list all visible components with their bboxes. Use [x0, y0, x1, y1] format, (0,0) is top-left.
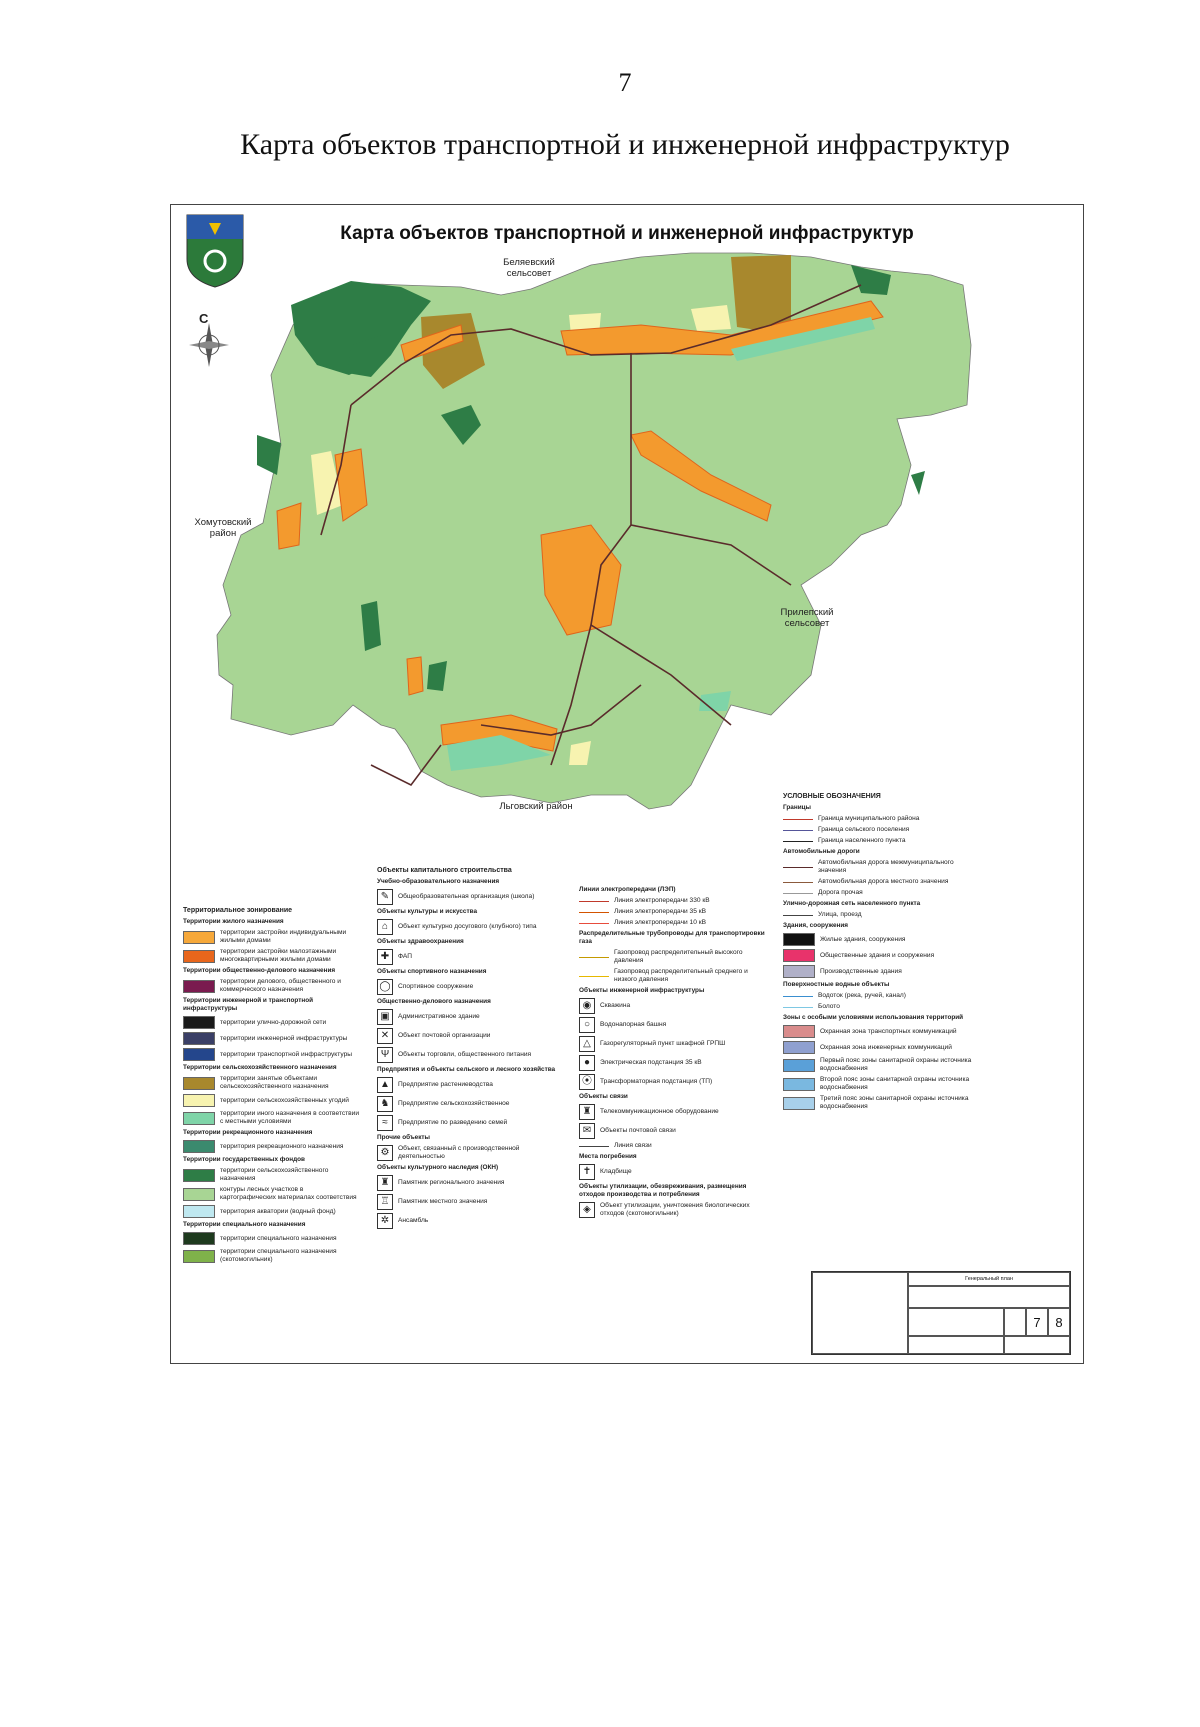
- stamp-stage: [1004, 1308, 1026, 1336]
- legend-swatch: [783, 1078, 815, 1091]
- legend-swatch: [783, 1059, 815, 1072]
- legend-row: [377, 889, 563, 905]
- legend-label: территории занятые объектами сельскохозяйственного назначения: [220, 1075, 329, 1090]
- legend-group-title: Объекты спортивного назначения: [377, 968, 487, 975]
- legend-label: Первый пояс зоны санитарной охраны источника водоснабжения: [820, 1057, 972, 1072]
- substation-icon: ●: [579, 1055, 595, 1071]
- legend-row: [579, 1202, 769, 1218]
- legend-label: Спортивное сооружение: [398, 983, 474, 990]
- legend-group-title: Места погребения: [579, 1153, 637, 1160]
- legend-zoning-header: Территориальное зонирование: [183, 907, 293, 914]
- monument-icon: ♜: [377, 1175, 393, 1191]
- legend-group-title: Автомобильные дороги: [783, 848, 860, 855]
- legend-row: [377, 949, 563, 965]
- legend-line: [579, 957, 609, 958]
- page-number: 7: [618, 68, 632, 97]
- label-belyaevsky: Беляевский сельсовет: [503, 257, 555, 279]
- legend-row: [377, 1028, 563, 1044]
- heritage-icon: ♖: [377, 1194, 393, 1210]
- legend-label: территории сельскохозяйственного назначения: [220, 1167, 329, 1182]
- legend-label: контуры лесных участков в картографических материалах соответствия: [220, 1186, 357, 1201]
- legend-row: [783, 826, 983, 834]
- legend-label: Объект культурно досугового (клубного) типа: [398, 923, 537, 930]
- legend-group-title: Объекты утилизации, обезвреживания, размещения отходов производства и потребления: [579, 1183, 747, 1198]
- legend-label: Общественные здания и сооружения: [820, 951, 935, 959]
- legend-group-title: Прочие объекты: [377, 1134, 430, 1141]
- legend-swatch: [183, 1188, 215, 1201]
- legend-label: территории инженерной инфраструктуры: [220, 1034, 348, 1042]
- legend-label: Автомобильная дорога межмуниципального значения: [818, 859, 954, 874]
- legend-capital: [377, 863, 563, 1229]
- legend-label: территория рекреационного назначения: [220, 1142, 344, 1150]
- legend-label: Второй пояс зоны санитарной охраны источника водоснабжения: [820, 1076, 970, 1091]
- legend-swatch: [183, 980, 215, 993]
- legend-group-title: Территории общественно-делового назначения: [183, 967, 336, 974]
- legend-label: территория акватории (водный фонд): [220, 1207, 336, 1215]
- legend-label: территории сельскохозяйственных угодий: [220, 1096, 349, 1104]
- legend-label: территории иного назначения в соответствии с местными условиями: [220, 1110, 360, 1125]
- legend-label: территории транспортной инфраструктуры: [220, 1050, 352, 1058]
- legend-label: Дорога прочая: [818, 889, 863, 896]
- legend-group-title: Территории специального назначения: [183, 1221, 306, 1228]
- legend-label: территории специального назначения (скотомогильник): [220, 1248, 337, 1263]
- stamp-sheet: 7: [1026, 1308, 1048, 1336]
- medical-icon: ✚: [377, 949, 393, 965]
- label-lgovsky: Льговский район: [499, 801, 573, 812]
- legend-row: [579, 998, 769, 1014]
- legend-group-title: Общественно-делового назначения: [377, 998, 491, 1005]
- legend-row: [579, 897, 769, 905]
- legend-row: [783, 1095, 983, 1111]
- legend-engineering: [579, 883, 769, 1218]
- north-arrow-icon: [189, 323, 229, 367]
- legend-label: Предприятие сельскохозяйственное: [398, 1100, 510, 1107]
- legend-label: территории специального назначения: [220, 1234, 337, 1242]
- legend-row: [183, 1248, 361, 1264]
- legend-row: [579, 949, 769, 965]
- legend-row: [579, 1074, 769, 1090]
- legend-label: Линия электропередачи 10 кВ: [614, 919, 706, 926]
- legend-group-title: Территории рекреационного назначения: [183, 1129, 313, 1136]
- legend-group-title: Здания, сооружения: [783, 922, 849, 929]
- legend-label: Граница сельского поселения: [818, 826, 910, 833]
- legend-row: [783, 859, 983, 875]
- legend-line: [579, 976, 609, 977]
- legend-label: Граница населенного пункта: [818, 837, 906, 844]
- label-prilepsky: Прилепский сельсовет: [780, 607, 834, 629]
- legend-swatch: [183, 1205, 215, 1218]
- legend-label: Производственные здания: [820, 967, 902, 975]
- culture-icon: ⌂: [377, 919, 393, 935]
- legend-row: [183, 948, 361, 964]
- legend-row: [183, 1094, 361, 1107]
- telecom-icon: ♜: [579, 1104, 595, 1120]
- legend-group-title: Распределительные трубопроводы для транспортировки газа: [579, 930, 765, 945]
- north-label: С: [199, 311, 209, 326]
- legend-row: [183, 1186, 361, 1202]
- legend-label: Линия электропередачи 35 кВ: [614, 908, 706, 915]
- legend-group-title: Линии электропередачи (ЛЭП): [579, 886, 676, 893]
- title-block: [811, 1271, 1071, 1355]
- water-tower-icon: ○: [579, 1017, 595, 1033]
- legend-label: Объект утилизации, уничтожения биологических отходов (скотомогильник): [600, 1202, 750, 1217]
- legend-line: [579, 912, 609, 913]
- waste-icon: ◈: [579, 1202, 595, 1218]
- legend-line: [783, 996, 813, 997]
- legend-label: Объекты торговли, общественного питания: [398, 1051, 532, 1058]
- admin-icon: ▣: [377, 1009, 393, 1025]
- legend-row: [579, 1123, 769, 1139]
- legend-group-title: Объекты культуры и искусства: [377, 908, 478, 915]
- legend-label: Третий пояс зоны санитарной охраны источника водоснабжения: [820, 1095, 969, 1110]
- legend-row: [183, 1110, 361, 1126]
- legend-row: [183, 929, 361, 945]
- legend-row: [579, 1164, 769, 1180]
- legend-row: [377, 1194, 563, 1210]
- legend-swatch: [183, 1077, 215, 1090]
- legend-line: [579, 923, 609, 924]
- legend-row: [579, 1104, 769, 1120]
- livestock-icon: ♞: [377, 1096, 393, 1112]
- legend-row: [579, 1017, 769, 1033]
- legend-label: Водоток (река, ручей, канал): [818, 992, 906, 999]
- legend-row: [783, 889, 983, 897]
- legend-row: [783, 1025, 983, 1038]
- legend-line: [783, 819, 813, 820]
- legend-line: [783, 841, 813, 842]
- legend-swatch: [783, 965, 815, 978]
- map-title: Карта объектов транспортной и инженерной инфраструктур: [340, 223, 914, 244]
- gas-point-icon: △: [579, 1036, 595, 1052]
- legend-group-title: Территории государственных фондов: [183, 1156, 305, 1163]
- legend-swatch: [183, 1112, 215, 1125]
- legend-group-title: Поверхностные водные объекты: [783, 981, 890, 988]
- legend-line: [783, 830, 813, 831]
- legend-row: [377, 1213, 563, 1229]
- legend-label: Электрическая подстанция 35 кВ: [600, 1059, 702, 1066]
- legend-swatch: [783, 1041, 815, 1054]
- legend-row: [377, 1047, 563, 1063]
- post-office-icon: ✕: [377, 1028, 393, 1044]
- legend-row: [579, 908, 769, 916]
- legend-label: территории делового, общественного и коммерческого назначения: [220, 978, 341, 993]
- legend-swatch: [183, 950, 215, 963]
- cemetery-icon: ✝: [579, 1164, 595, 1180]
- legend-row: [183, 1032, 361, 1045]
- farm-icon: ▲: [377, 1077, 393, 1093]
- legend-line: [579, 901, 609, 902]
- legend-line: [783, 893, 813, 894]
- legend-group-title: Объекты культурного наследия (ОКН): [377, 1164, 499, 1171]
- food-icon: Ψ: [377, 1047, 393, 1063]
- legend-swatch: [783, 1025, 815, 1038]
- legend-line: [783, 867, 813, 868]
- legend-row: [783, 1003, 983, 1011]
- legend-label: Объекты почтовой связи: [600, 1127, 676, 1134]
- legend-label: Граница муниципального района: [818, 815, 920, 822]
- legend-row: [783, 965, 983, 978]
- legend-label: Газопровод распределительный высокого давления: [614, 949, 743, 964]
- legend-label: Объект почтовой организации: [398, 1032, 491, 1039]
- legend-label: Линия связи: [614, 1142, 652, 1149]
- sport-icon: ◯: [377, 979, 393, 995]
- legend-row: [783, 878, 983, 886]
- school-icon: ✎: [377, 889, 393, 905]
- legend-swatch: [183, 1032, 215, 1045]
- legend-label: Предприятие по разведению семей: [398, 1119, 508, 1126]
- legend-group-title: Предприятия и объекты сельского и лесного хозяйства: [377, 1066, 556, 1073]
- legend-group-title: Границы: [783, 804, 812, 811]
- stamp-project: [908, 1286, 1070, 1308]
- legend-capital-header: Объекты капитального строительства: [377, 867, 512, 874]
- legend-label: Ансамбль: [398, 1217, 429, 1224]
- legend-row: [377, 1096, 563, 1112]
- legend-swatch: [183, 1094, 215, 1107]
- legend-group-title: Зоны с особыми условиями использования территорий: [783, 1014, 964, 1021]
- legend-row: [377, 919, 563, 935]
- legend-line: [783, 882, 813, 883]
- legend-row: [377, 1145, 563, 1161]
- legend-row: [783, 992, 983, 1000]
- ensemble-icon: ✲: [377, 1213, 393, 1229]
- legend-row: [183, 1232, 361, 1245]
- legend-group-title: Объекты связи: [579, 1093, 628, 1100]
- legend-row: [183, 1016, 361, 1029]
- legend-label: Трансформаторная подстанция (ТП): [600, 1078, 713, 1085]
- legend-swatch: [183, 1250, 215, 1263]
- transformer-icon: ⦿: [579, 1074, 595, 1090]
- legend-row: [377, 1115, 563, 1131]
- legend-swatch: [183, 1140, 215, 1153]
- legend-group-title: Объекты здравоохранения: [377, 938, 464, 945]
- mail-icon: ✉: [579, 1123, 595, 1139]
- legend-row: [183, 1167, 361, 1183]
- legend-label: ФАП: [398, 953, 412, 960]
- fish-icon: ≈: [377, 1115, 393, 1131]
- legend-row: [579, 968, 769, 984]
- legend-swatch: [183, 1169, 215, 1182]
- stamp-signatures: [812, 1272, 908, 1354]
- legend-row: [783, 933, 983, 946]
- legend-swatch: [183, 1048, 215, 1061]
- legend-label: Улица, проезд: [818, 911, 862, 918]
- legend-label: Телекоммуникационное оборудование: [600, 1108, 719, 1115]
- legend-group-title: Улично-дорожная сеть населенного пункта: [783, 900, 921, 907]
- legend-group-title: Территории инженерной и транспортной инфраструктуры: [183, 997, 314, 1012]
- legend-row: [783, 1076, 983, 1092]
- legend-swatch: [783, 949, 815, 962]
- legend-swatch: [183, 931, 215, 944]
- legend-row: [579, 1036, 769, 1052]
- legend-row: [783, 815, 983, 823]
- legend-swatch: [183, 1016, 215, 1029]
- legend-row: [377, 1077, 563, 1093]
- legend-row: [183, 1140, 361, 1153]
- legend-label: Скважина: [600, 1002, 631, 1009]
- stamp-map-name: [908, 1336, 1004, 1354]
- legend-label: Водонапорная башня: [600, 1021, 667, 1028]
- legend-line: [783, 1007, 813, 1008]
- legend-row: [183, 1048, 361, 1061]
- legend-title: УСЛОВНЫЕ ОБОЗНАЧЕНИЯ: [783, 793, 881, 800]
- legend-label: Автомобильная дорога местного значения: [818, 878, 949, 885]
- legend-group-title: Территории сельскохозяйственного назначения: [183, 1064, 337, 1071]
- well-icon: ◉: [579, 998, 595, 1014]
- legend-label: территории улично-дорожной сети: [220, 1018, 327, 1026]
- legend-group-title: Учебно-образовательного назначения: [377, 878, 500, 885]
- legend-label: Кладбище: [600, 1168, 632, 1175]
- legend-label: Охранная зона инженерных коммуникаций: [820, 1043, 952, 1051]
- legend-row: [783, 1057, 983, 1073]
- legend-general: [783, 789, 983, 1111]
- stamp-title: Генеральный план: [908, 1272, 1070, 1286]
- legend-label: Жилые здания, сооружения: [820, 935, 906, 943]
- legend-label: Административное здание: [398, 1013, 480, 1020]
- legend-row: [783, 837, 983, 845]
- legend-row: [579, 1142, 769, 1150]
- label-khomutovsky: Хомутовский район: [194, 517, 252, 539]
- legend-row: [783, 949, 983, 962]
- legend-swatch: [783, 933, 815, 946]
- legend-swatch: [183, 1232, 215, 1245]
- legend-label: Охранная зона транспортных коммуникаций: [820, 1027, 957, 1035]
- stamp-sheets: 8: [1048, 1308, 1070, 1336]
- stamp-description: [908, 1308, 1004, 1336]
- legend-row: [783, 1041, 983, 1054]
- legend-row: [377, 1009, 563, 1025]
- legend-line: [783, 915, 813, 916]
- legend-row: [183, 1205, 361, 1218]
- legend-label: Памятник регионального значения: [398, 1179, 505, 1186]
- industry-icon: ⚙: [377, 1145, 393, 1161]
- legend-row: [377, 1175, 563, 1191]
- page-title: Карта объектов транспортной и инженерной инфраструктур: [240, 128, 1010, 161]
- legend-row: [377, 979, 563, 995]
- legend-label: Газорегуляторный пункт шкафной ГРПШ: [600, 1040, 726, 1047]
- stamp-org: [1004, 1336, 1070, 1354]
- legend-label: Общеобразовательная организация (школа): [398, 893, 535, 900]
- legend-swatch: [783, 1097, 815, 1110]
- legend-label: Линия электропередачи 330 кВ: [614, 897, 710, 904]
- legend-zoning: [183, 903, 361, 1264]
- legend-group-title: Территории жилого назначения: [183, 918, 284, 925]
- legend-label: Памятник местного значения: [398, 1198, 488, 1205]
- map-sheet: [170, 204, 1084, 1364]
- legend-label: Объект, связанный с производственной деятельностью: [398, 1145, 520, 1160]
- legend-row: [783, 911, 983, 919]
- legend-row: [579, 919, 769, 927]
- legend-label: Болото: [818, 1003, 840, 1010]
- legend-label: Газопровод распределительный среднего и низкого давления: [614, 968, 748, 983]
- legend-row: [183, 978, 361, 994]
- legend-label: территории застройки индивидуальными жилыми домами: [220, 929, 347, 944]
- legend-label: Предприятие растениеводства: [398, 1081, 493, 1088]
- legend-label: территории застройки малоэтажными многоквартирными жилыми домами: [220, 948, 337, 963]
- legend-group-title: Объекты инженерной инфраструктуры: [579, 987, 705, 994]
- legend-row: [183, 1075, 361, 1091]
- legend-line: [579, 1146, 609, 1147]
- legend-row: [579, 1055, 769, 1071]
